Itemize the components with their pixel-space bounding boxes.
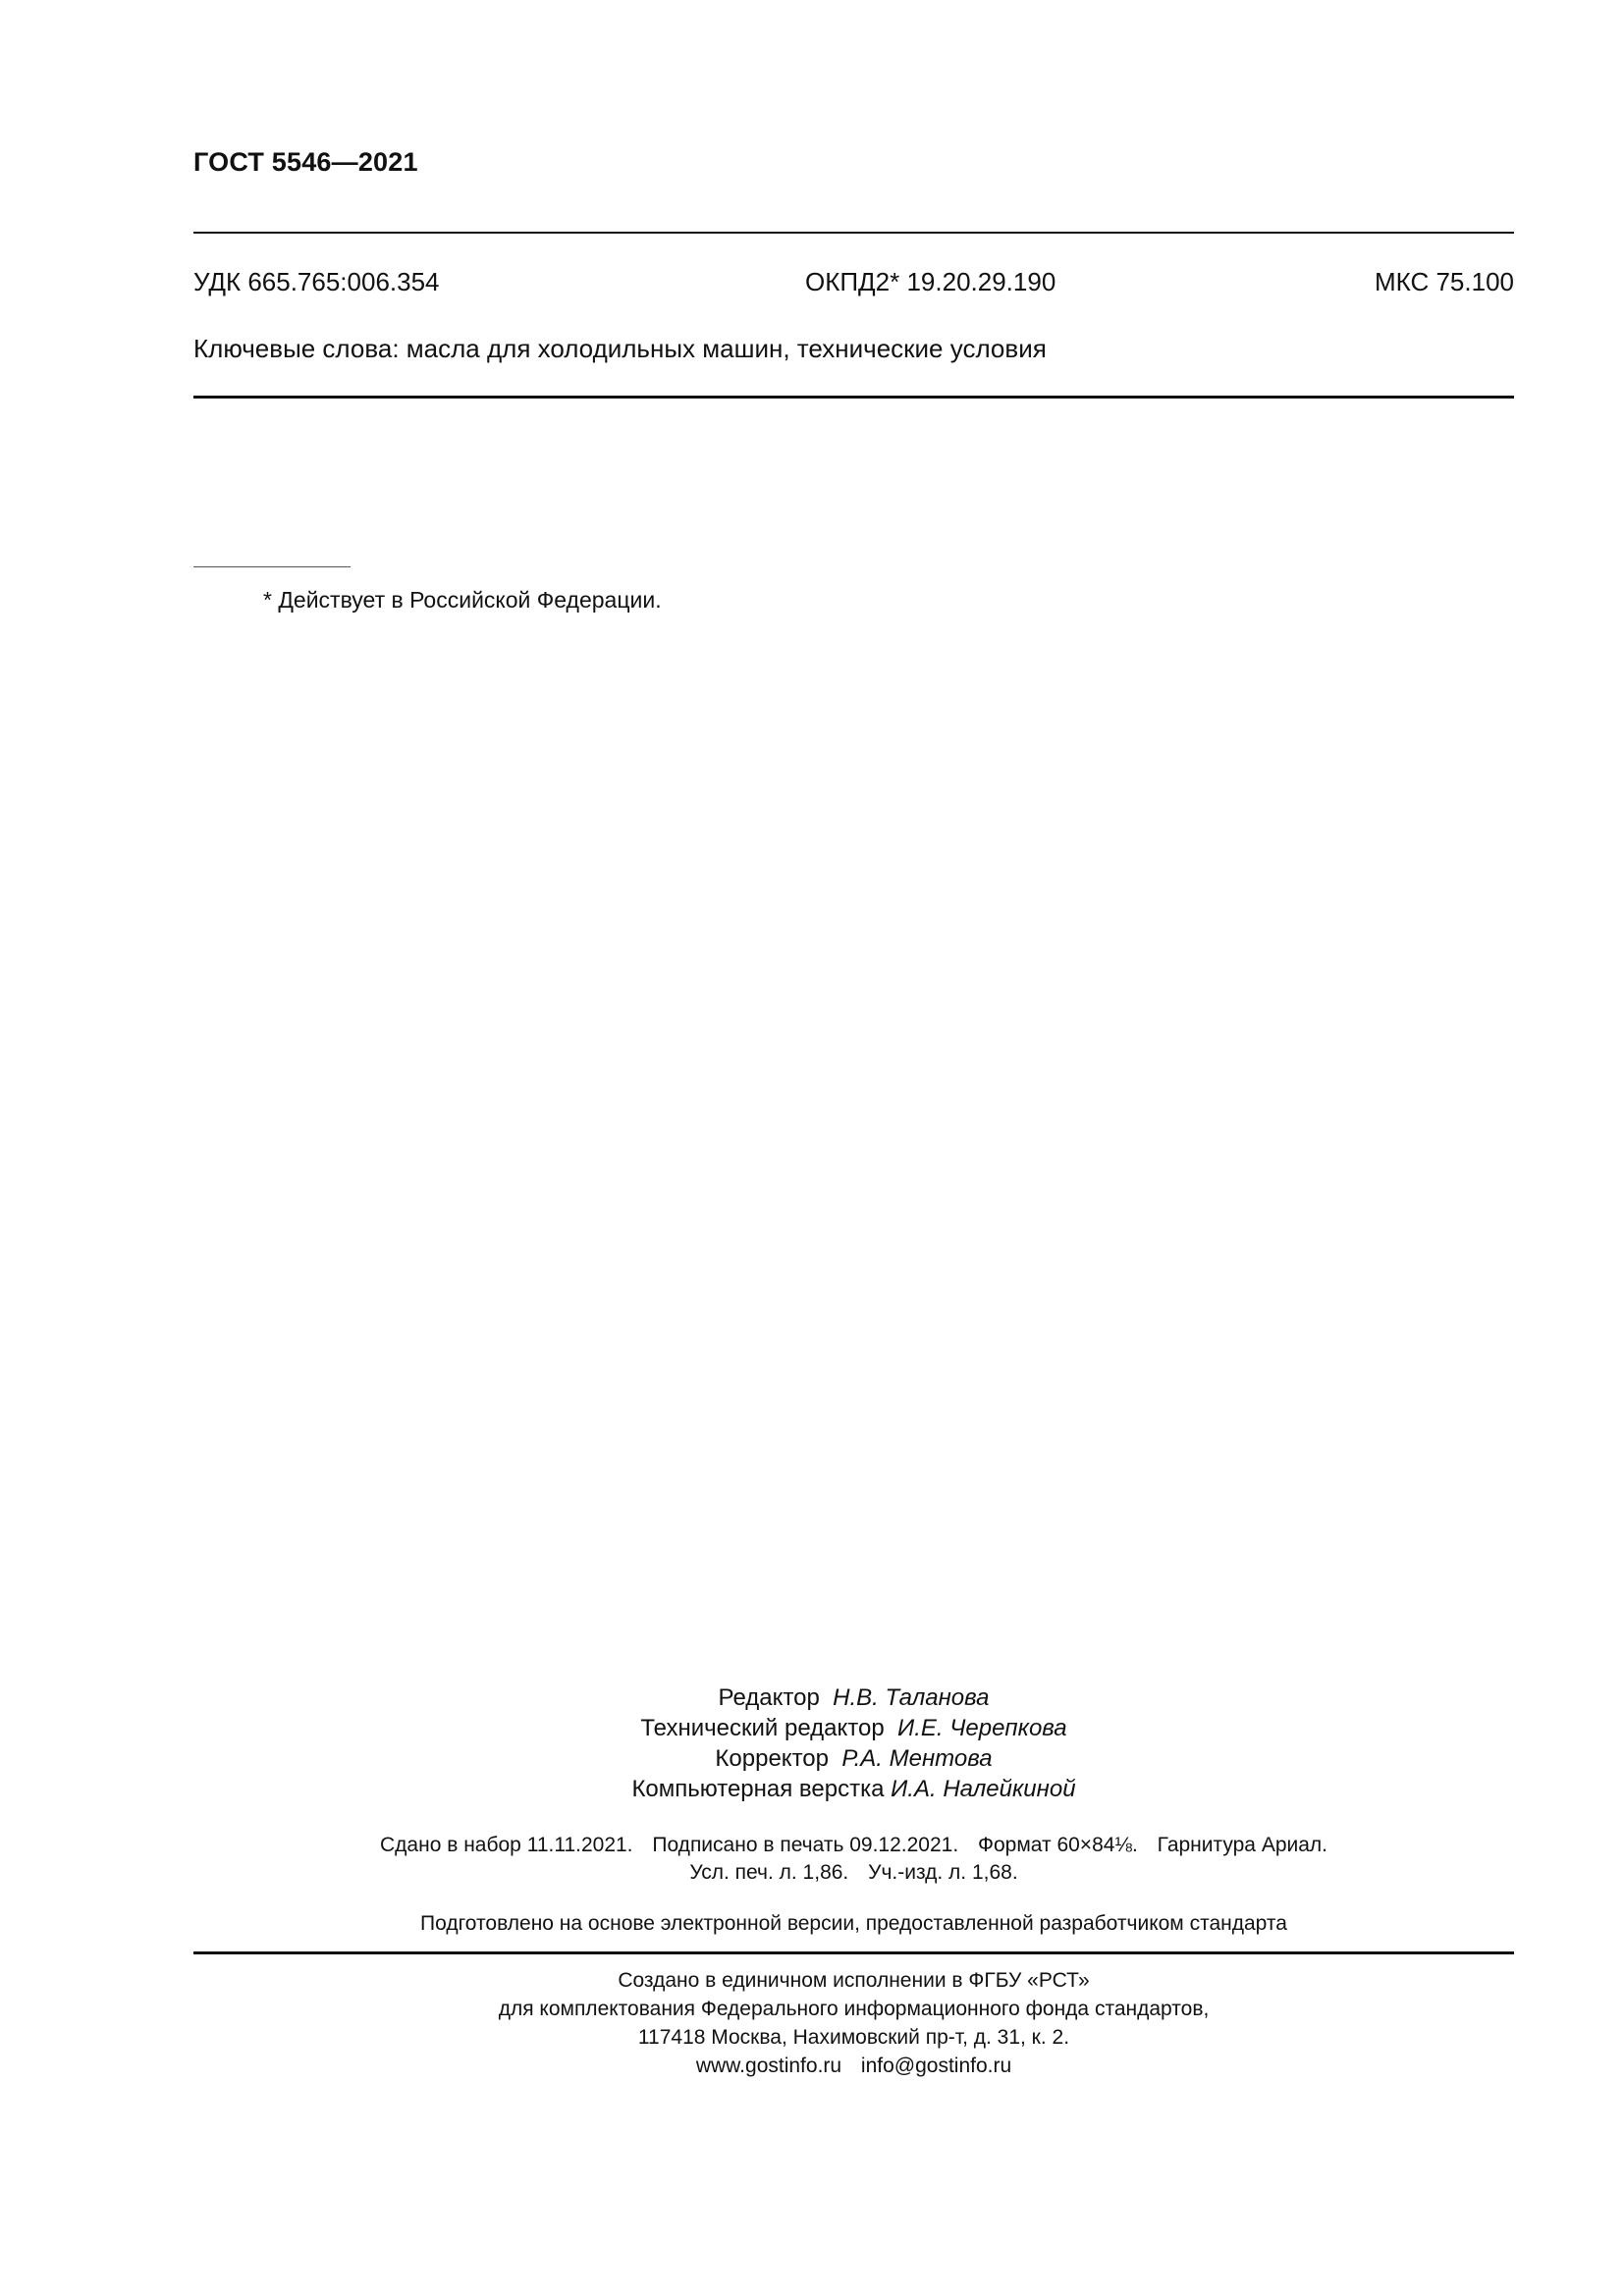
paper-format: Формат 60×84⅛. <box>978 1834 1138 1856</box>
footnote-separator <box>193 566 351 567</box>
okpd-code: ОКПД2* 19.20.29.190 <box>805 267 1056 296</box>
footnote: * Действует в Российской Федерации. <box>263 587 662 613</box>
proofreader-line <box>193 1743 1514 1774</box>
publisher-line-2: для комплектования Федерального информационного фонда стандартов, <box>498 1998 1210 2020</box>
mks-code: МКС 75.100 <box>1374 267 1514 296</box>
keywords-line: Ключевые слова: масла для холодильных машин, технические условия <box>193 334 1047 363</box>
editor-label: Редактор <box>718 1684 820 1711</box>
signed-date: Подписано в печать 09.12.2021. <box>652 1834 959 1856</box>
layout-name: И.А. Налейкиной <box>891 1776 1076 1802</box>
tech-editor-line <box>193 1713 1514 1743</box>
publisher-line-1: Создано в единичном исполнении в ФГБУ «РСТ» <box>618 1969 1090 1992</box>
classifiers-row <box>193 267 1514 300</box>
publisher-address: 117418 Москва, Нахимовский пр-т, д. 31, к. 2. <box>637 2026 1070 2049</box>
standard-code: ГОСТ 5546—2021 <box>193 147 418 177</box>
website-link[interactable]: www.gostinfo.ru <box>695 2055 842 2077</box>
printed-sheets: Усл. печ. л. 1,86. <box>689 1861 849 1884</box>
print-details-line-2 <box>193 1859 1514 1887</box>
top-divider <box>193 232 1514 234</box>
editor-name: Н.В. Таланова <box>833 1684 990 1711</box>
email-link[interactable]: info@gostinfo.ru <box>860 2055 1012 2077</box>
typeface: Гарнитура Ариал. <box>1157 1834 1327 1856</box>
prepared-note: Подготовлено на основе электронной версии, предоставленной разработчиком стандарта <box>420 1912 1287 1935</box>
submitted-date: Сдано в набор 11.11.2021. <box>380 1834 633 1856</box>
editor-line <box>193 1682 1514 1713</box>
layout-label: Компьютерная верстка <box>631 1776 885 1802</box>
proofreader-label: Корректор <box>715 1745 829 1772</box>
keywords-divider <box>193 396 1514 399</box>
publisher-divider <box>193 1951 1514 1954</box>
layout-line <box>193 1774 1514 1804</box>
publisher-info <box>193 1966 1514 2080</box>
udk-code: УДК 665.765:006.354 <box>193 267 440 296</box>
print-details <box>193 1832 1514 1887</box>
editorial-credits <box>193 1682 1514 1804</box>
tech-editor-name: И.Е. Черепкова <box>897 1715 1067 1741</box>
publisher-contacts <box>193 2052 1514 2080</box>
proofreader-name: Р.А. Ментова <box>841 1745 993 1772</box>
publishing-sheets: Уч.-изд. л. 1,68. <box>868 1861 1018 1884</box>
tech-editor-label: Технический редактор <box>640 1715 885 1741</box>
print-details-line-1 <box>193 1832 1514 1859</box>
